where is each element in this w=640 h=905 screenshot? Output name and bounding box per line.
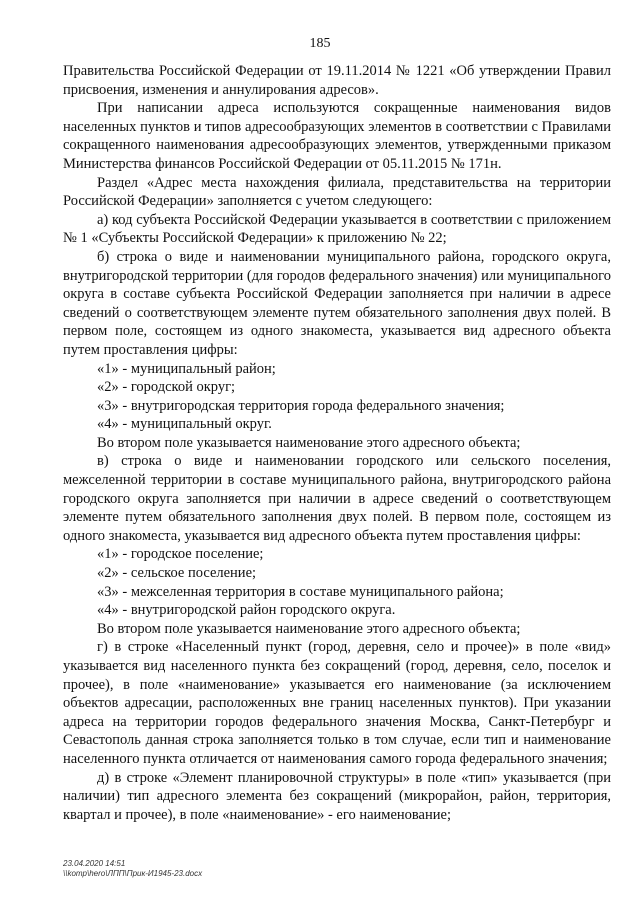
- paragraph: «1» - муниципальный район;: [97, 360, 276, 377]
- footer-timestamp: 23.04.2020 14:51: [63, 859, 126, 868]
- paragraph: «1» - городское поселение;: [97, 546, 264, 563]
- paragraph: «2» - сельское поселение;: [97, 565, 257, 582]
- paragraph: д) в строке «Элемент планировочной структуры» в поле «тип» указывается (при наличии) тип адресного элемента без сокращений (микрорайон, район, территория, квартал и прочее), в поле «наименование» - его наименование;: [63, 769, 611, 823]
- paragraph: г) в строке «Населенный пункт (город, деревня, село и прочее)» в поле «вид» указывается вид населенного пункта без сокращений (город, деревня, село, поселок и прочее), в поле «наименование» указывается его наименование (за исключением объектов адресации, расположенных вне границ населенных пунктов). При указании адреса на территории городов федерального значения Москва, Санкт-Петербург и Севастополь данная строка заполняется только в том случае, если тип и наименование населенного пункта отличается от наименования самого города федерального значения;: [63, 639, 611, 767]
- paragraph: Во втором поле указывается наименование этого адресного объекта;: [97, 434, 521, 451]
- paragraph: в) строка о виде и наименовании городского или сельского поселения, межселенной территории в составе муниципального района, внутригородского района городского округа заполняется при наличии в адресе сведений о соответствующем элементе путем обязательного заполнения двух полей. В первом поле, состоящем из одного знакоместа, указывается вид адресного объекта путем проставления цифры:: [63, 453, 611, 544]
- paragraph: а) код субъекта Российской Федерации указывается в соответствии с приложением № 1 «Субъекты Российской Федерации» к приложению № 22;: [63, 211, 611, 247]
- paragraph: Правительства Российской Федерации от 19.11.2014 № 1221 «Об утверждении Правил присвоения, изменения и аннулирования адресов».: [63, 63, 611, 98]
- page-number: 185: [309, 36, 331, 51]
- paragraph: Во втором поле указывается наименование этого адресного объекта;: [97, 620, 521, 637]
- paragraph: б) строка о виде и наименовании муниципального района, городского округа, внутригородской территории (для городов федерального значения) или муниципального округа в составе субъекта Российской Федерации заполняется при наличии в адресе сведений о соответствующем элементе путем обязательного заполнения двух полей. В первом поле, состоящем из одного знакоместа, указывается вид адресного объекта путем проставления цифры:: [63, 248, 611, 358]
- file-footer: [63, 859, 202, 879]
- paragraph: «2» - городской округ;: [97, 379, 236, 396]
- paragraph: «4» - муниципальный округ.: [97, 416, 272, 433]
- paragraph: «4» - внутригородской район городского округа.: [97, 602, 396, 619]
- paragraph: При написании адреса используются сокращенные наименования видов населенных пунктов и типов адресообразующих элементов в соответствии с Правилами сокращенного наименования адресообразующих элементов, утвержденными приказом Министерства финансов Российской Федерации от 05.11.2015 № 171н.: [63, 100, 611, 172]
- paragraph: Раздел «Адрес места нахождения филиала, представительства на территории Российской Федерации» заполняется с учетом следующего:: [63, 174, 611, 210]
- paragraph: «3» - межселенная территория в составе муниципального района;: [97, 583, 504, 600]
- paragraph: «3» - внутригородская территория города федерального значения;: [97, 397, 505, 414]
- footer-file-path: \\komp\hero\ЛПП\Прик-И1945-23.docx: [63, 869, 203, 878]
- document-body: [63, 62, 611, 824]
